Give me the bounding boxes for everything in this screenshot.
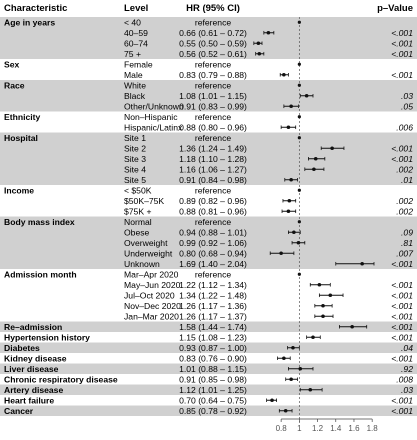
hazard-point [312, 167, 316, 171]
level-label: < $50K [124, 185, 152, 196]
hr-ci-label: reference [194, 132, 232, 143]
x-tick-label: 1.2 [311, 424, 324, 433]
p-value-label: <.001 [391, 353, 413, 364]
hr-ci-label: 1.69 (1.40 – 2.04) [179, 258, 247, 269]
hazard-point [257, 52, 261, 56]
hr-ci-label: reference [194, 269, 232, 280]
level-label: Hispanic/Latinx [124, 122, 183, 133]
hr-ci-label: 0.83 (0.79 – 0.88) [179, 69, 247, 80]
hr-ci-label: reference [194, 185, 232, 196]
hr-ci-label: 0.70 (0.64 – 0.75) [179, 395, 247, 406]
level-label: Other/Unknown [124, 101, 184, 112]
reference-point [298, 63, 301, 66]
hazard-point [284, 409, 288, 413]
reference-point [298, 21, 301, 24]
hazard-point [297, 241, 301, 245]
level-label: Site 4 [124, 164, 146, 175]
hr-ci-label: 0.80 (0.68 – 0.94) [179, 248, 247, 259]
hazard-point [287, 125, 291, 129]
hr-ci-label: reference [194, 17, 232, 28]
hr-ci-label: 1.12 (1.01 – 1.25) [179, 384, 247, 395]
characteristic-label: Hospital [4, 132, 38, 143]
hazard-point [350, 325, 354, 329]
hr-ci-label: reference [194, 111, 232, 122]
level-label: Site 3 [124, 153, 146, 164]
level-label: Site 1 [124, 132, 146, 143]
level-label: Overweight [124, 237, 168, 248]
level-label: Non–Hispanic [124, 111, 178, 122]
x-tick-label: 1.6 [348, 424, 360, 433]
hazard-point [328, 293, 332, 297]
hazard-point [291, 346, 295, 350]
hazard-point [330, 146, 334, 150]
hr-ci-label: 1.16 (1.06 – 1.27) [179, 164, 247, 175]
hazard-point [298, 367, 302, 371]
hr-ci-label: 0.56 (0.52 – 0.61) [179, 48, 247, 59]
header-level: Level [124, 3, 149, 14]
level-label: Site 5 [124, 174, 146, 185]
p-value-label: .01 [401, 174, 413, 185]
hr-ci-label: 1.15 (1.08 – 1.23) [179, 332, 247, 343]
hazard-point [321, 304, 325, 308]
p-value-label: .008 [396, 374, 413, 385]
p-value-label: <.001 [391, 48, 413, 59]
level-label: Normal [124, 216, 152, 227]
p-value-label: .92 [401, 363, 413, 374]
hr-ci-label: 1.22 (1.12 – 1.34) [179, 279, 247, 290]
level-label: Obese [124, 227, 150, 238]
p-value-label: .002 [396, 195, 413, 206]
characteristic-label: Hypertension history [4, 332, 90, 343]
p-value-label: .002 [396, 206, 413, 217]
hazard-point [321, 314, 325, 318]
characteristic-label: Sex [4, 59, 20, 70]
level-label: Female [124, 59, 153, 70]
level-label: White [124, 80, 146, 91]
p-value-label: .81 [401, 237, 413, 248]
hazard-point [279, 251, 283, 255]
characteristic-label: Diabetes [4, 342, 40, 353]
hazard-point [289, 377, 293, 381]
p-value-label: <.001 [391, 143, 413, 154]
p-value-label: <.001 [391, 38, 413, 49]
characteristic-label: Heart failure [4, 395, 55, 406]
hazard-point [311, 335, 315, 339]
p-value-label: <.001 [391, 258, 413, 269]
reference-point [298, 220, 301, 223]
reference-point [298, 115, 301, 118]
p-value-label: <.001 [391, 332, 413, 343]
hazard-point [287, 209, 291, 213]
hr-ci-label: 0.93 (0.87 – 1.00) [179, 342, 247, 353]
level-label: 60–74 [124, 38, 148, 49]
hr-ci-label: 1.26 (1.17 – 1.37) [179, 311, 247, 322]
hazard-point [292, 230, 296, 234]
hr-ci-label: 0.88 (0.80 – 0.96) [179, 122, 247, 133]
characteristic-label: Admission month [4, 269, 77, 280]
hr-ci-label: 1.18 (1.10 – 1.28) [179, 153, 247, 164]
characteristic-label: Ethnicity [4, 111, 41, 122]
level-label: Male [124, 69, 143, 80]
p-value-label: <.001 [391, 153, 413, 164]
level-label: Underweight [124, 248, 173, 259]
x-tick-label: 1.4 [330, 424, 342, 433]
p-value-label: .03 [401, 90, 413, 101]
table-header [4, 3, 413, 14]
x-tick-label: 1 [297, 424, 302, 433]
reference-point [298, 273, 301, 276]
level-label: < 40 [124, 17, 141, 28]
level-label: 75 + [124, 48, 141, 59]
p-value-label: .04 [401, 342, 413, 353]
level-label: $50K–75K [124, 195, 165, 206]
reference-point [298, 189, 301, 192]
hr-ci-label: reference [194, 80, 232, 91]
hazard-point [288, 199, 292, 203]
hr-ci-label: 0.91 (0.84 – 0.98) [179, 174, 247, 185]
reference-point [298, 84, 301, 87]
p-value-label: <.001 [391, 27, 413, 38]
hazard-point [360, 262, 364, 266]
hr-ci-label: 0.91 (0.83 – 0.99) [179, 101, 247, 112]
hazard-point [308, 388, 312, 392]
p-value-label: <.001 [391, 311, 413, 322]
hazard-point [282, 356, 286, 360]
level-label: May–Jun 2020 [124, 279, 181, 290]
hazard-point [282, 73, 286, 77]
hr-ci-label: 0.55 (0.50 – 0.59) [179, 38, 247, 49]
hr-ci-label: 0.88 (0.81 – 0.96) [179, 206, 247, 217]
level-label: $75K + [124, 206, 152, 217]
characteristic-label: Chronic respiratory disease [4, 374, 118, 385]
p-value-label: .05 [401, 101, 413, 112]
hr-ci-label: 0.94 (0.88 – 1.01) [179, 227, 247, 238]
hazard-point [257, 41, 261, 45]
hazard-point [267, 31, 271, 35]
p-value-label: <.001 [391, 321, 413, 332]
level-label: 40–59 [124, 27, 148, 38]
characteristic-label: Age in years [4, 17, 56, 28]
characteristic-label: Kidney disease [4, 353, 67, 364]
level-label: Jan–Mar 2020 [124, 311, 179, 322]
hr-ci-label: 0.91 (0.85 – 0.98) [179, 374, 247, 385]
hr-ci-label: reference [194, 216, 232, 227]
p-value-label: .002 [396, 164, 413, 175]
hr-ci-label: 0.99 (0.92 – 1.06) [179, 237, 247, 248]
p-value-label: <.001 [391, 300, 413, 311]
characteristic-label: Race [4, 80, 25, 91]
hr-ci-label: 1.34 (1.22 – 1.48) [179, 290, 247, 301]
hr-ci-label: 1.08 (1.01 – 1.15) [179, 90, 247, 101]
p-value-label: .03 [401, 384, 413, 395]
hr-ci-label: 0.83 (0.76 – 0.90) [179, 353, 247, 364]
characteristic-label: Artery disease [4, 384, 64, 395]
hr-ci-label: 0.66 (0.61 – 0.72) [179, 27, 247, 38]
hazard-point [270, 398, 274, 402]
hazard-point [289, 104, 293, 108]
header-pvalue: p–Value [377, 3, 413, 14]
header-characteristic: Characteristic [4, 3, 68, 14]
p-value-label: <.001 [391, 69, 413, 80]
p-value-label: .007 [396, 248, 413, 259]
header-hr: HR (95% CI) [186, 3, 240, 14]
level-label: Jul–Oct 2020 [124, 290, 175, 301]
hr-ci-label: 1.01 (0.88 – 1.15) [179, 363, 247, 374]
hr-ci-label: 1.58 (1.44 – 1.74) [179, 321, 247, 332]
p-value-label: .006 [396, 122, 413, 133]
hr-ci-label: 1.26 (1.17 – 1.36) [179, 300, 247, 311]
p-value-label: <.001 [391, 279, 413, 290]
hazard-point [314, 157, 318, 161]
level-label: Site 2 [124, 143, 146, 154]
characteristic-label: Cancer [4, 405, 34, 416]
hazard-point [305, 94, 309, 98]
level-label: Nov–Dec 2020 [124, 300, 181, 311]
x-tick-label: 0.8 [275, 424, 287, 433]
level-label: Unknown [124, 258, 160, 269]
hr-ci-label: reference [194, 59, 232, 70]
level-label: Mar–Apr 2020 [124, 269, 179, 280]
hr-ci-label: 0.89 (0.82 – 0.96) [179, 195, 247, 206]
p-value-label: .09 [401, 227, 413, 238]
characteristic-label: Income [4, 185, 35, 196]
hazard-point [289, 178, 293, 182]
p-value-label: <.001 [391, 405, 413, 416]
characteristic-label: Body mass index [4, 216, 75, 227]
level-label: Black [124, 90, 146, 101]
p-value-label: <.001 [391, 290, 413, 301]
hr-ci-label: 1.36 (1.24 – 1.49) [179, 143, 247, 154]
hazard-point [318, 283, 322, 287]
x-tick-label: 1.8 [366, 424, 378, 433]
characteristic-label: Liver disease [4, 363, 59, 374]
hr-ci-label: 0.85 (0.78 – 0.92) [179, 405, 247, 416]
x-axis [276, 419, 379, 433]
characteristic-label: Re–admission [4, 321, 63, 332]
reference-point [298, 136, 301, 139]
p-value-label: <.001 [391, 395, 413, 406]
